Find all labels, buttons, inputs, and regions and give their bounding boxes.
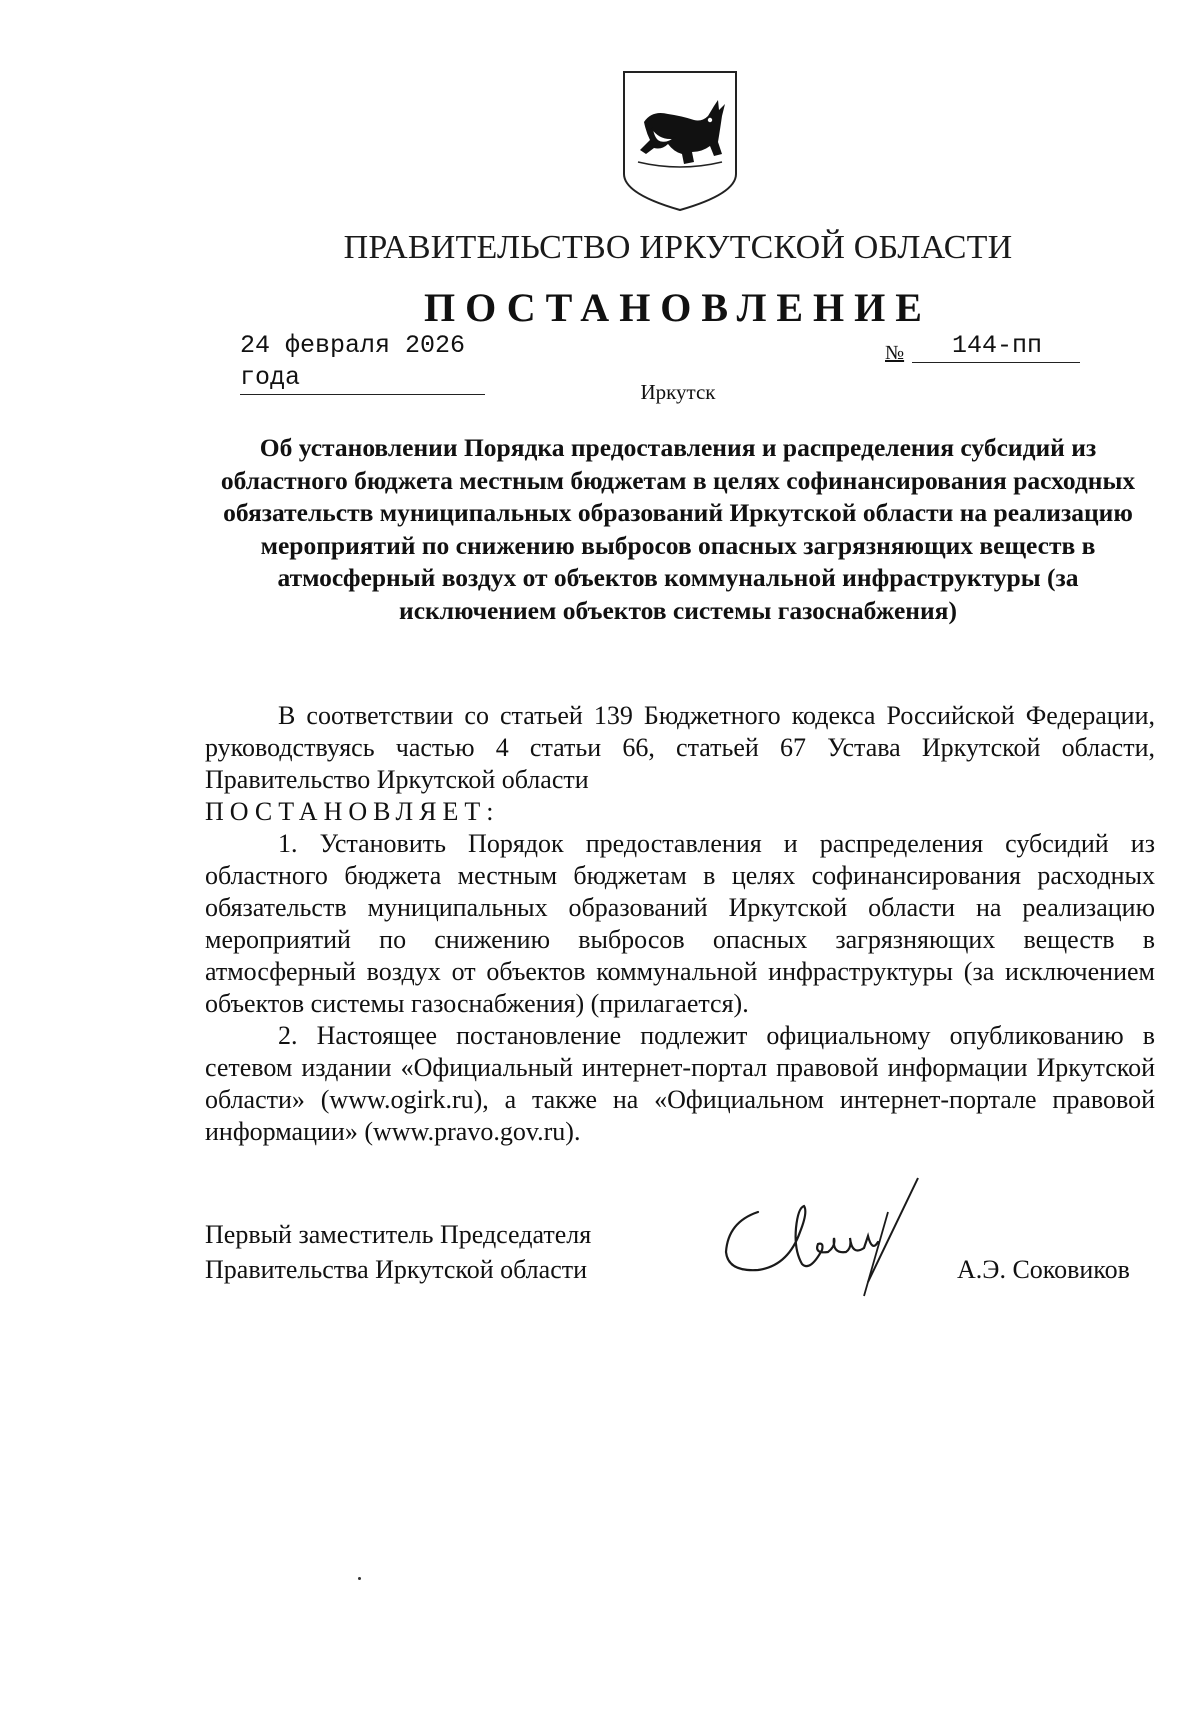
handwritten-signature xyxy=(718,1172,948,1302)
government-title: ПРАВИТЕЛЬСТВО ИРКУТСКОЙ ОБЛАСТИ xyxy=(343,229,1013,266)
document-subject: Об установлении Порядка предоставления и распределения субсидий из областного бюджета местным бюджетам в целях софинансирования расходных обязательств муниципальных образований Иркутской области на реализацию мероприятий по снижению выбросов опасных загрязняющих веществ в атмосферный воздух от объектов коммунальной инфраструктуры (за исключением объектов системы газоснабжения) xyxy=(220,433,1136,625)
signer-position-line-1: Первый заместитель Председателя xyxy=(205,1220,592,1249)
scan-speck xyxy=(358,1577,361,1580)
signer-name: А.Э. Соковиков xyxy=(957,1255,1130,1284)
signer-position-line-2: Правительства Иркутской области xyxy=(205,1255,588,1284)
signer-position xyxy=(205,1217,591,1287)
item-1-paragraph: 1. Установить Порядок предоставления и распределения субсидий из областного бюджета местным бюджетам в целях софинансирования расходных обязательств муниципальных образований Иркутской области на реализацию мероприятий по снижению выбросов опасных загрязняющих веществ в атмосферный воздух от объектов коммунальной инфраструктуры (за исключением объектов системы газоснабжения) (прилагается). xyxy=(205,829,1155,1018)
number-label: № xyxy=(885,342,905,364)
irkutsk-coat-of-arms-icon xyxy=(622,70,738,212)
document-body xyxy=(205,700,1155,1148)
document-kind-title: ПОСТАНОВЛЕНИЕ xyxy=(424,285,932,330)
city-label: Иркутск xyxy=(640,380,716,404)
item-2-paragraph: 2. Настоящее постановление подлежит официальному опубликованию в сетевом издании «Официальный интернет-портал правовой информации Иркутской области» (www.ogirk.ru), а также на «Официальном интернет-портале правовой информации» (www.pravo.gov.ru). xyxy=(205,1021,1155,1146)
preamble-paragraph: В соответствии со статьей 139 Бюджетного кодекса Российской Федерации, руководствуясь частью 4 статьи 66, статьей 67 Устава Иркутской области, Правительство Иркутской области xyxy=(205,701,1155,794)
resolves-heading: ПОСТАНОВЛЯЕТ: xyxy=(205,797,500,826)
document-number: 144-пп xyxy=(912,330,1080,363)
document-date: 24 февраля 2026 года xyxy=(240,330,485,395)
